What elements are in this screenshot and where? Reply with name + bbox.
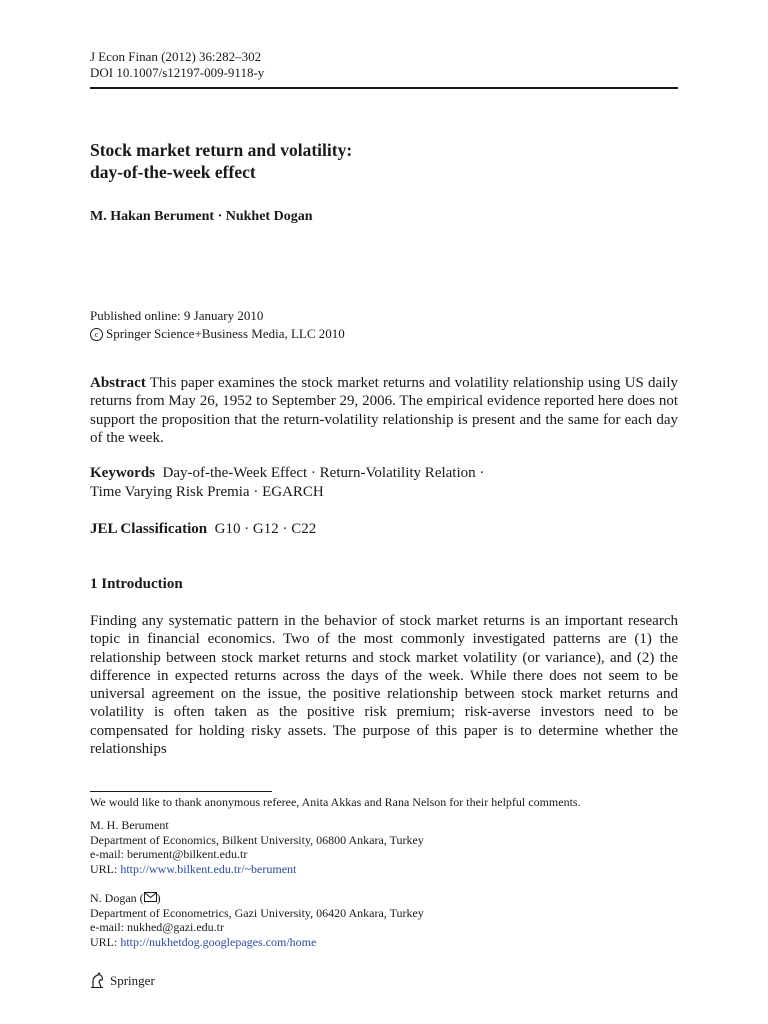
published-online: Published online: 9 January 2010 — [90, 308, 264, 323]
publication-info — [90, 307, 345, 343]
publisher-footer — [90, 972, 155, 989]
copyright-icon: c — [90, 328, 103, 341]
header-rule — [90, 87, 678, 89]
affiliation-name: N. Dogan ( — [90, 891, 144, 905]
url-label: URL: — [90, 861, 121, 876]
affiliation-name: M. H. Berument — [90, 818, 169, 832]
journal-citation: J Econ Finan (2012) 36:282–302 — [90, 49, 262, 64]
author-list — [90, 209, 312, 225]
springer-horse-icon — [90, 972, 106, 989]
title-line-1: Stock market return and volatility: — [90, 140, 353, 160]
author-url-link[interactable]: http://www.bilkent.edu.tr/~berument — [120, 861, 297, 876]
affiliation-name-line — [90, 891, 678, 906]
paper-page — [90, 0, 678, 1024]
affiliation-department: Department of Economics, Bilkent University, 06800 Ankara, Turkey — [90, 832, 424, 847]
introduction-text: Finding any systematic pattern in the behavior of stock market returns is an important research topic in financial economics. Two of the most commonly investigated patterns are (1) the relationship between stock market returns and stock market volatility (or variance), and (2) the difference in expected returns across the days of the week. While there does not seem to be universal agreement on the issue, the positive relationship between stock market returns and volatility is often taken as the positive risk premium; risk-averse investors need to be compensated for holding risky assets. The purpose of this paper is to determine whether the relationships — [90, 613, 678, 758]
abstract-label: Abstract — [90, 375, 146, 391]
author-separator: · — [217, 209, 223, 224]
author-name: Nukhet Dogan — [225, 209, 313, 224]
url-label: URL: — [90, 934, 121, 949]
title-line-2: day-of-the-week effect — [90, 162, 256, 182]
affiliation-url-line — [90, 862, 678, 877]
envelope-icon — [144, 892, 157, 902]
copyright-text: Springer Science+Business Media, LLC 2010 — [106, 326, 345, 341]
keywords-line-1: Day-of-the-Week Effect · Return-Volatility Relation · — [162, 465, 485, 481]
affiliation-department: Department of Econometrics, Gazi University, 06420 Ankara, Turkey — [90, 905, 424, 920]
affiliation-email: e-mail: berument@bilkent.edu.tr — [90, 847, 248, 862]
keywords-line-2: Time Varying Risk Premia · EGARCH — [90, 484, 324, 500]
copyright-line — [90, 325, 345, 343]
affiliation-url-line — [90, 935, 678, 950]
article-title — [90, 139, 352, 183]
jel-label: JEL Classification — [90, 521, 208, 537]
keywords-label: Keywords — [90, 465, 155, 481]
author-url-link[interactable]: http://nukhetdog.googlepages.com/home — [120, 934, 317, 949]
section-heading: 1 Introduction — [90, 576, 183, 592]
author-name: M. Hakan Berument — [90, 209, 215, 224]
abstract-text: This paper examines the stock market returns and volatility relationship using US daily returns from May 26, 1952 to September 29, 2006. The empirical evidence reported here does not support the proposition that the return-volatility relationship is present and the same for each day of the week. — [90, 375, 678, 446]
publisher-name: Springer — [110, 972, 155, 988]
jel-classification — [90, 521, 678, 538]
affiliation-name-close: ) — [156, 891, 161, 905]
footnote-rule — [90, 791, 272, 792]
jel-codes: G10 · G12 · C22 — [214, 521, 317, 537]
keywords — [90, 464, 678, 502]
abstract — [90, 374, 678, 447]
author-affiliation — [90, 891, 678, 949]
acknowledgement-footnote: We would like to thank anonymous referee, Anita Akkas and Rana Nelson for their helpful comments. — [90, 795, 581, 809]
affiliation-email: e-mail: nukhed@gazi.edu.tr — [90, 920, 225, 935]
author-affiliation — [90, 818, 678, 876]
journal-header — [90, 49, 264, 81]
doi: DOI 10.1007/s12197-009-9118-y — [90, 65, 265, 80]
